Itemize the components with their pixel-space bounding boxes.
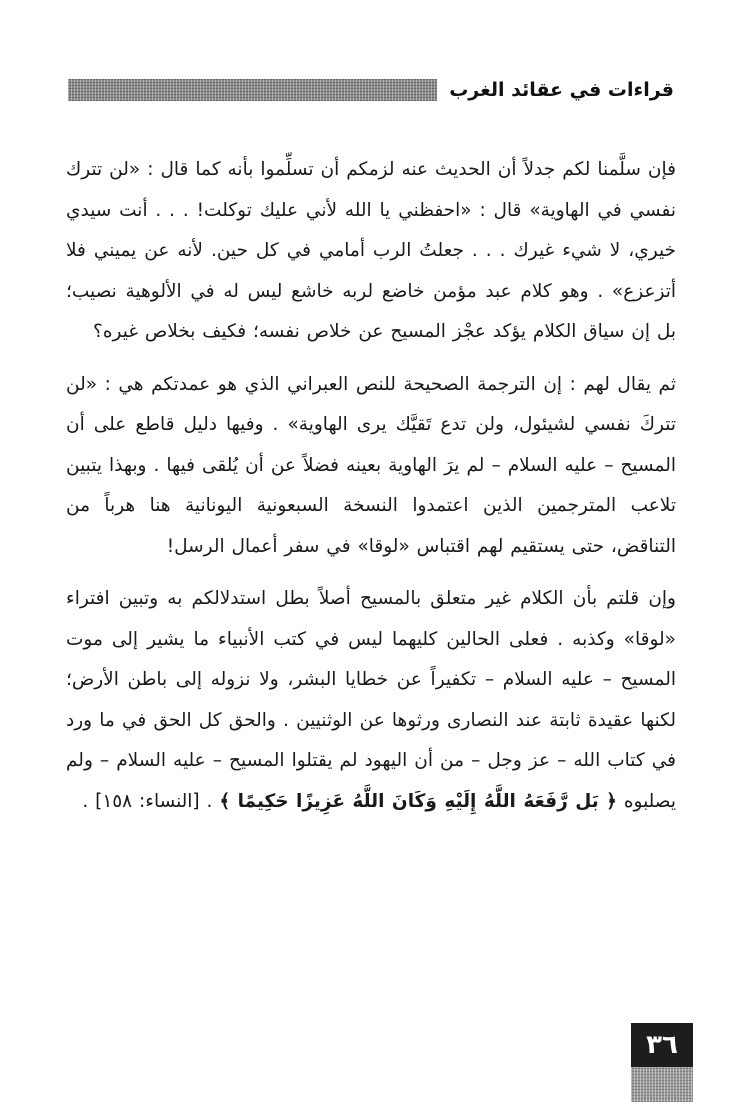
page-number: ٣٦ <box>631 1023 693 1067</box>
quran-verse: ﴿ بَل رَّفَعَهُ اللَّهُ إِلَيْهِ وَكَانَ اللَّهُ عَزِيزًا حَكِيمًا ﴾ <box>219 790 617 812</box>
paragraph-3-text: وإن قلتم بأن الكلام غير متعلق بالمسيح أصلاً بطل استدلالكم به وتبين افتراء «لوقا» وكذبه . فعلى الحالين كليهما ليس في كتب الأنبياء ما يشير إلى موت المسيح – عليه السلام – تكفيراً عن خطايا البشر، ولا نزوله إلى باطن الأرض؛ لكنها عقيدة ثابتة عند النصارى ورثوها عن الوثنيين . والحق كل الحق في ما ورد في كتاب الله – عز وجل – من أن اليهود لم يقتلوا المسيح – عليه السلام – ولم يصلبوه <box>66 588 676 812</box>
paragraph-3 <box>66 579 676 822</box>
paragraph-2-text: ثم يقال لهم : إن الترجمة الصحيحة للنص العبراني الذي هو عمدتكم هي : «لن تتركَ نفسي لشيئول، ولن تدع تَقيَّك يرى الهاوية» . وفيها دليل قاطع على أن المسيح – عليه السلام – لم يرَ الهاوية بعينه فضلاً عن أن يُلقى فيها . وبهذا يتبين تلاعب المترجمين الذين اعتمدوا النسخة السبعونية اليونانية هنا هرباً من التناقض، حتى يستقيم لهم اقتباس «لوقا» في سفر أعمال الرسل! <box>66 373 676 557</box>
header-decorative-bar <box>68 79 437 101</box>
running-header <box>68 76 674 104</box>
verse-reference: . [النساء: ١٥٨] . <box>82 790 213 812</box>
book-title: قراءات في عقائد الغرب <box>449 79 674 101</box>
paragraph-1 <box>66 150 676 353</box>
paragraph-1-text: فإن سلَّمنا لكم جدلاً أن الحديث عنه لزمكم أن تسلِّموا بأنه كما قال : «لن تترك نفسي في الهاوية» قال : «احفظني يا الله لأني عليك توكلت! . . . أنت سيدي خيري، لا شيء غيرك . . . جعلتُ الرب أمامي في كل حين. لأنه عن يميني فلا أتزعزع» . وهو كلام عبد مؤمن خاضع لربه خاشع ليس له في الألوهية نصيب؛ بل إن سياق الكلام يؤكد عجْز المسيح عن خلاص نفسه؛ فكيف بخلاص غيره؟ <box>66 159 676 342</box>
page-number-decorative-strip <box>631 1067 693 1102</box>
paragraph-2 <box>66 365 676 568</box>
page-body <box>66 150 676 834</box>
